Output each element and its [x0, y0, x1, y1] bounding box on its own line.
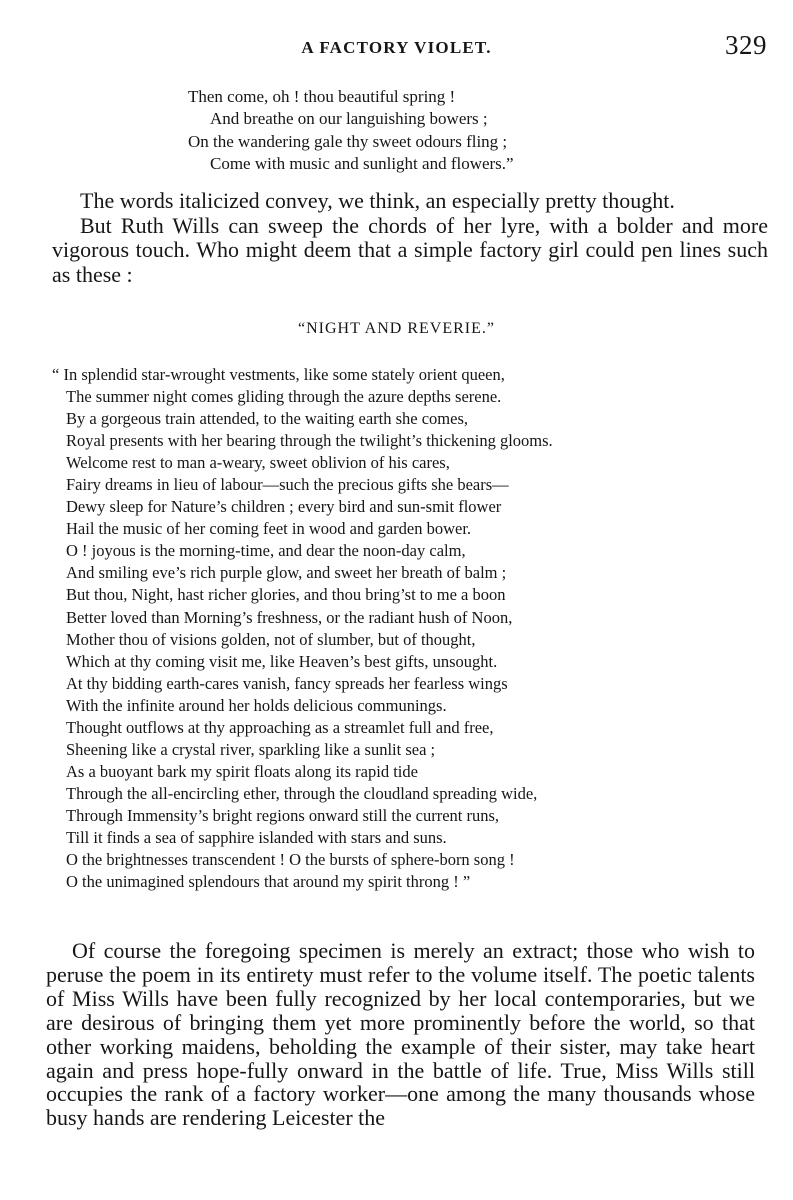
stanza-line: Come with music and sunlight and flowers.” — [210, 154, 514, 174]
poem-body — [52, 364, 768, 893]
poem-line: Through the all-encircling ether, through the cloudland spreading wide, — [66, 783, 538, 803]
poem-line: “ In splendid star-wrought vestments, like some stately orient queen, — [52, 365, 505, 384]
paragraph: But Ruth Wills can sweep the chords of her lyre, with a bolder and more vigorous touch. Who might deem that a simple factory girl could pen lines such as these : — [52, 212, 768, 287]
poem-line: O ! joyous is the morning-time, and dear the noon-day calm, — [66, 541, 466, 561]
poem-line: O the brightnesses transcendent ! O the bursts of sphere-born song ! — [66, 850, 515, 870]
poem-line: Royal presents with her bearing through the twilight’s thickening glooms. — [66, 431, 553, 451]
poem-line: And smiling eve’s rich purple glow, and sweet her breath of balm ; — [66, 563, 507, 583]
poem-line: Through Immensity’s bright regions onward still the current runs, — [66, 805, 500, 825]
poem-line: By a gorgeous train attended, to the waiting earth she comes, — [66, 409, 469, 429]
poem-line: Thought outflows at thy approaching as a streamlet full and free, — [66, 717, 494, 737]
poem-line: At thy bidding earth-cares vanish, fancy spreads her fearless wings — [66, 673, 508, 693]
poem-line: But thou, Night, hast richer glories, and thou bring’st to me a boon — [66, 585, 506, 605]
poem-line: Welcome rest to man a-weary, sweet oblivion of his cares, — [66, 453, 450, 473]
poem-line: With the infinite around her holds delicious communings. — [66, 695, 447, 715]
paragraph: Of course the foregoing specimen is merely an extract; those who wish to peruse the poem in its entirety must refer to the volume itself. The poetic talents of Miss Wills have been fully recognized by her local contemporaries, but we are desirous of bringing them yet more prominently before the world, so that other working maidens, beholding the example of their sister, may take heart again and press hope-fully onward in the battle of life. True, Miss Wills still occupies the rank of a factory worker—one among the many thousands whose busy hands are rendering Leicester the — [46, 938, 755, 1131]
running-title: A FACTORY VIOLET. — [301, 38, 492, 57]
poem-line: Sheening like a crystal river, sparkling like a sunlit sea ; — [66, 739, 436, 759]
stanza-line: On the wandering gale thy sweet odours fling ; — [188, 131, 508, 151]
poem-title: “NIGHT AND REVERIE.” — [297, 320, 495, 337]
stanza-line: And breathe on our languishing bowers ; — [210, 109, 488, 129]
stanza-line: Then come, oh ! thou beautiful spring ! — [188, 87, 456, 106]
poem-line: Better loved than Morning’s freshness, or the radiant hush of Noon, — [66, 607, 513, 627]
body-text-intro — [52, 189, 768, 287]
paragraph: The words italicized convey, we think, an especially pretty thought. — [80, 188, 675, 213]
poem-line: The summer night comes gliding through the azure depths serene. — [66, 387, 502, 407]
poem-line: Mother thou of visions golden, not of slumber, but of thought, — [66, 629, 476, 649]
poem-line: Hail the music of her coming feet in wood and garden bower. — [66, 519, 472, 539]
poem-line: Which at thy coming visit me, like Heaven’s best gifts, unsought. — [66, 651, 498, 671]
quoted-stanza — [188, 86, 514, 176]
poem-line: Dewy sleep for Nature’s children ; every bird and sun-smit flower — [66, 497, 502, 517]
poem-line: As a buoyant bark my spirit floats along its rapid tide — [66, 761, 418, 781]
poem-line: Till it finds a sea of sapphire islanded with stars and suns. — [66, 827, 447, 847]
body-text-closing — [46, 939, 755, 1130]
poem-line: Fairy dreams in lieu of labour—such the precious gifts she bears— — [66, 475, 509, 495]
page-number: 329 — [725, 30, 767, 60]
poem-line: O the unimagined splendours that around my spirit throng ! ” — [66, 872, 471, 892]
